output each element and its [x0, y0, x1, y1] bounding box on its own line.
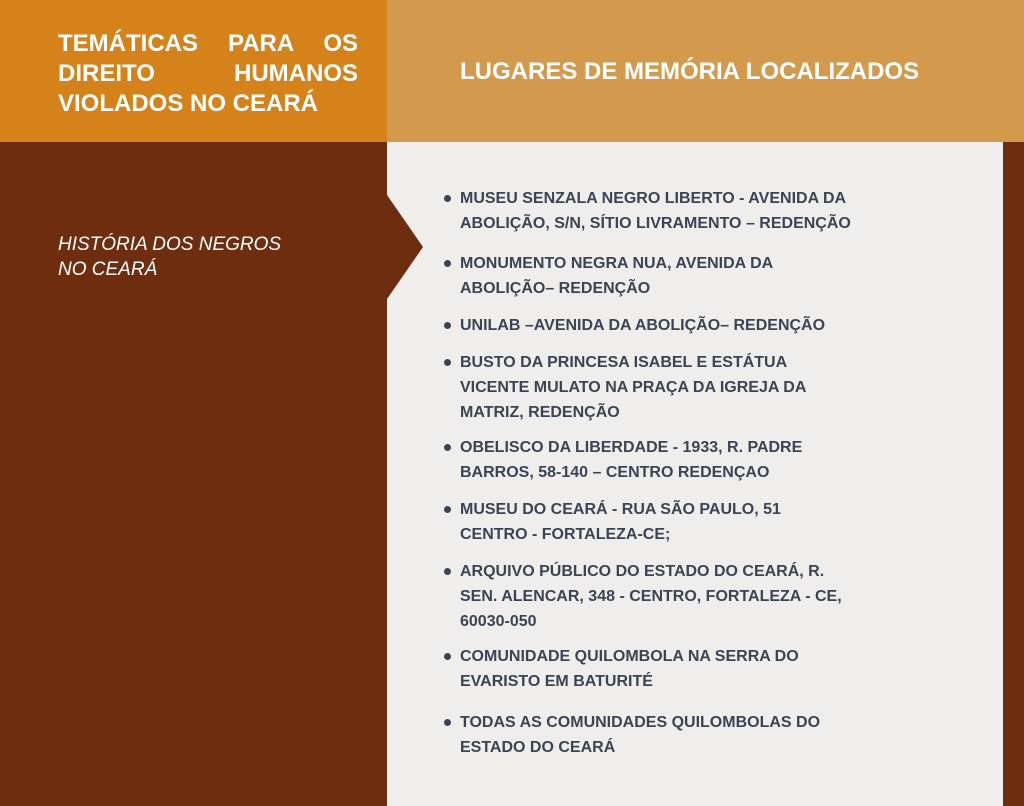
place-line: TODAS AS COMUNIDADES QUILOMBOLAS DO — [460, 714, 821, 731]
list-item — [441, 350, 891, 425]
themes-title-line: VIOLADOS NO CEARÁ — [58, 90, 319, 117]
pointer-arrow — [387, 195, 423, 299]
places-list — [441, 186, 891, 760]
place-line: ARQUIVO PÚBLICO DO ESTADO DO CEARÁ, R. — [460, 563, 825, 580]
bullet-icon — [444, 719, 451, 726]
place-line: MUSEU SENZALA NEGRO LIBERTO - AVENIDA DA — [460, 190, 847, 207]
bullet-icon — [444, 195, 451, 202]
bullet-icon — [444, 444, 451, 451]
places-title: LUGARES DE MEMÓRIA LOCALIZADOS — [460, 58, 920, 85]
place-line: VICENTE MULATO NA PRAÇA DA IGREJA DA — [460, 379, 807, 396]
list-item — [441, 710, 891, 760]
place-line: CENTRO - FORTALEZA-CE; — [460, 526, 671, 543]
bullet-icon — [444, 359, 451, 366]
place-line: 60030-050 — [460, 613, 537, 630]
theme-sidebar — [0, 142, 387, 806]
list-item — [441, 644, 891, 694]
place-line: MONUMENTO NEGRA NUA, AVENIDA DA — [460, 255, 774, 272]
list-item — [441, 251, 891, 301]
theme-topic — [58, 232, 281, 282]
list-item — [441, 559, 891, 634]
place-line: ABOLIÇÃO– REDENÇÃO — [460, 280, 651, 297]
place-line: SEN. ALENCAR, 348 - CENTRO, FORTALEZA - CE, — [460, 588, 842, 605]
place-line: OBELISCO DA LIBERDADE - 1933, R. PADRE — [460, 439, 803, 456]
list-item — [441, 435, 891, 485]
bullet-icon — [444, 568, 451, 575]
right-edge-bar — [1003, 142, 1024, 806]
place-line: UNILAB –AVENIDA DA ABOLIÇÃO– REDENÇÃO — [460, 317, 826, 334]
theme-topic-line: HISTÓRIA DOS NEGROS — [58, 234, 282, 255]
themes-header — [0, 0, 387, 142]
bullet-icon — [444, 653, 451, 660]
place-line: ESTADO DO CEARÁ — [460, 739, 616, 756]
place-line: BARROS, 58-140 – CENTRO REDENÇAO — [460, 464, 770, 481]
list-item — [441, 186, 891, 236]
place-line: ABOLIÇÃO, S/N, SÍTIO LIVRAMENTO – REDENÇÃO — [460, 215, 851, 232]
place-line: MUSEU DO CEARÁ - RUA SÃO PAULO, 51 — [460, 501, 781, 518]
themes-title — [58, 29, 358, 119]
place-line: EVARISTO EM BATURITÉ — [460, 673, 653, 690]
bullet-icon — [444, 506, 451, 513]
themes-title-line: DIREITO HUMANOS — [58, 60, 358, 87]
place-line: COMUNIDADE QUILOMBOLA NA SERRA DO — [460, 648, 799, 665]
place-line: MATRIZ, REDENÇÃO — [460, 404, 620, 421]
theme-topic-line: NO CEARÁ — [58, 259, 158, 280]
places-header — [387, 0, 1024, 142]
bullet-icon — [444, 260, 451, 267]
list-item — [441, 497, 891, 547]
bullet-icon — [444, 322, 451, 329]
place-line: BUSTO DA PRINCESA ISABEL E ESTÁTUA — [460, 354, 788, 371]
themes-title-line: TEMÁTICAS PARA OS — [58, 30, 358, 57]
list-item — [441, 313, 891, 338]
